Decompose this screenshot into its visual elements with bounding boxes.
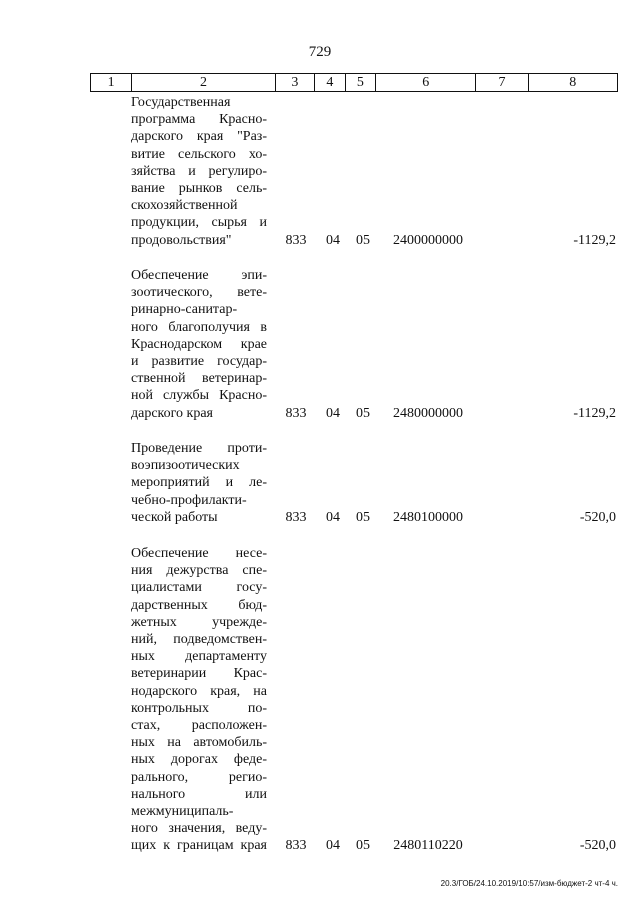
description-line: вание рынков сель- xyxy=(131,181,267,197)
column-header-2: 2 xyxy=(132,74,275,92)
description-line: ния дежурства спе- xyxy=(131,563,267,579)
description-line: дарственных бюд- xyxy=(131,597,267,613)
row-description xyxy=(131,267,267,422)
description-line: ринарно-санитар- xyxy=(131,302,238,318)
description-line: ческой работы xyxy=(131,509,218,525)
row-description xyxy=(131,545,267,855)
description-line: дарского края xyxy=(131,405,213,421)
description-line: ных дорогах феде- xyxy=(131,752,267,768)
description-line: ственной ветеринар- xyxy=(131,371,267,387)
target-article-code: 2480110220 xyxy=(393,838,463,854)
description-line: циалистами госу- xyxy=(131,580,267,596)
description-line: контрольных по- xyxy=(131,700,267,716)
description-line: рального, регио- xyxy=(131,769,267,785)
description-line: продукции, сырья и xyxy=(131,215,267,231)
description-line: Краснодарском крае xyxy=(131,336,267,352)
column-header-6: 6 xyxy=(376,74,476,92)
description-line: зяйства и регулиро- xyxy=(131,163,267,179)
description-line: мероприятий и ле- xyxy=(131,475,267,491)
description-line: ветеринарии Крас- xyxy=(131,666,267,682)
description-line: стах, расположен- xyxy=(131,718,267,734)
amount-value: -520,0 xyxy=(579,509,616,525)
amount-value: -1129,2 xyxy=(573,232,616,248)
column-header-8: 8 xyxy=(528,74,617,92)
description-line: скохозяйственной xyxy=(131,198,238,214)
section-code: 04 xyxy=(326,838,340,854)
subsection-code: 05 xyxy=(356,232,370,248)
description-line: щих к границам края xyxy=(131,838,267,854)
description-line: Проведение проти- xyxy=(131,441,267,456)
subsection-code: 05 xyxy=(356,838,370,854)
description-line: ных на автомобиль- xyxy=(131,735,267,751)
target-article-code: 2480000000 xyxy=(393,405,463,421)
description-line: Обеспечение несе- xyxy=(131,546,267,561)
amount-value: -520,0 xyxy=(579,838,616,854)
description-line: и развитие государ- xyxy=(131,354,267,370)
description-line: воэпизоотических xyxy=(131,458,240,474)
description-line: зоотического, вете- xyxy=(131,285,267,301)
description-line: программа Красно- xyxy=(131,112,267,128)
row-description xyxy=(131,440,267,526)
section-code: 04 xyxy=(326,509,340,525)
subsection-code: 05 xyxy=(356,405,370,421)
description-line: чебно-профилакти- xyxy=(131,492,247,508)
description-line: Обеспечение эпи- xyxy=(131,268,267,283)
column-header-3: 3 xyxy=(275,74,314,92)
description-line: витие сельского хо- xyxy=(131,146,267,162)
page-number: 729 xyxy=(308,44,332,60)
description-line: межмуниципаль- xyxy=(131,804,234,820)
amount-value: -1129,2 xyxy=(573,405,616,421)
document-footer: 20.3/ГОБ/24.10.2019/10:57/изм-бюджет-2 чт-4 ч. xyxy=(440,879,618,888)
column-header-table xyxy=(90,73,618,92)
description-line: жетных учрежде- xyxy=(131,614,267,630)
department-code: 833 xyxy=(285,509,307,525)
column-header-row xyxy=(91,74,618,92)
subsection-code: 05 xyxy=(356,509,370,525)
description-line: продовольствия" xyxy=(131,232,232,248)
description-line: нодарского края, на xyxy=(131,683,267,699)
section-code: 04 xyxy=(326,405,340,421)
description-line: ного значения, веду- xyxy=(131,821,267,837)
description-line: нального или xyxy=(131,786,267,802)
target-article-code: 2400000000 xyxy=(393,232,463,248)
department-code: 833 xyxy=(285,405,307,421)
row-description xyxy=(131,94,267,249)
column-header-7: 7 xyxy=(476,74,528,92)
target-article-code: 2480100000 xyxy=(393,509,463,525)
description-line: ного благополучия в xyxy=(131,319,267,335)
description-line: ных департаменту xyxy=(131,649,267,665)
section-code: 04 xyxy=(326,232,340,248)
description-line: ной службы Красно- xyxy=(131,388,267,404)
description-line: дарского края "Раз- xyxy=(131,129,267,145)
department-code: 833 xyxy=(285,232,307,248)
department-code: 833 xyxy=(285,838,307,854)
column-header-5: 5 xyxy=(345,74,376,92)
description-line: ний, подведомствен- xyxy=(131,632,267,648)
column-header-1: 1 xyxy=(91,74,132,92)
description-line: Государственная xyxy=(131,95,231,110)
column-header-4: 4 xyxy=(315,74,346,92)
